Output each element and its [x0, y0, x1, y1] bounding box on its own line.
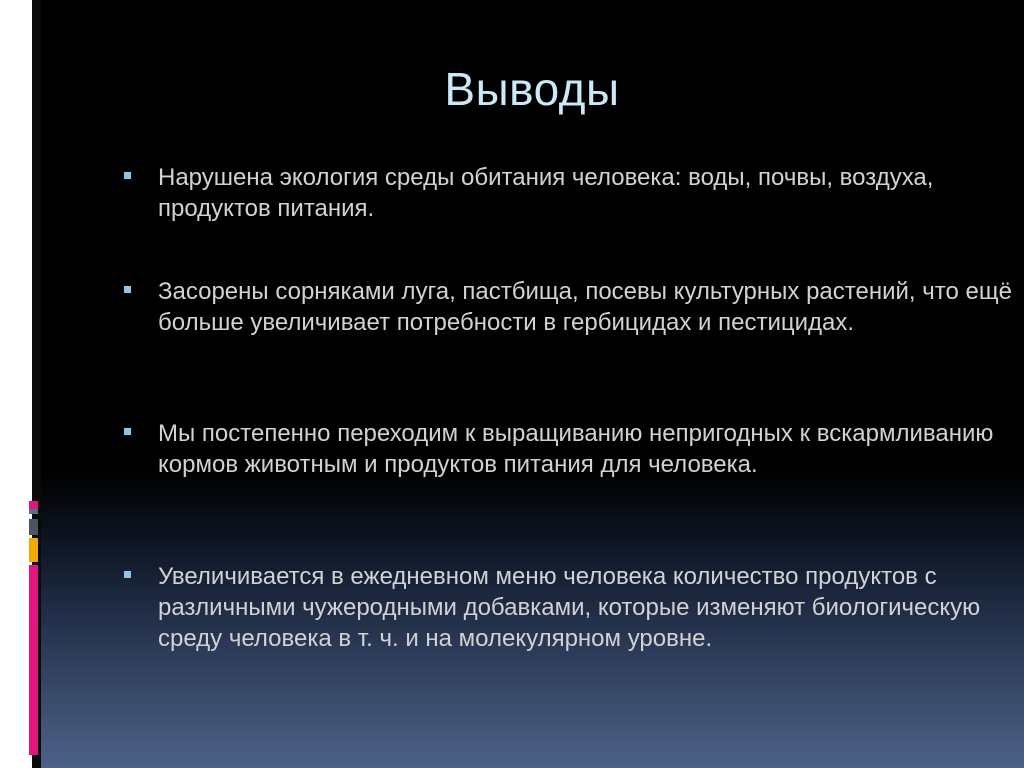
square-bullet-icon [124, 428, 131, 435]
edge-bar-pink-long [29, 565, 38, 755]
square-bullet-icon [124, 286, 131, 293]
bullet-item [120, 418, 1018, 480]
bullet-text: Увеличивается в ежедневном меню человека количество продуктов с различными чужеродными добавками, которые изменяют биологическую среду человека в т. ч. и на молекулярном уровне. [158, 563, 981, 652]
bullet-text: Нарушена экология среды обитания человека: воды, почвы, воздуха, продуктов питания. [158, 164, 934, 222]
slide-title: Выводы [444, 63, 620, 115]
edge-bar-pink-small [29, 501, 38, 509]
bullet-text: Засорены сорняками луга, пастбища, посевы культурных растений, что ещё больше увеличивает потребности в гербицидах и пестицидах. [158, 278, 1012, 336]
square-bullet-icon [124, 571, 131, 578]
edge-bar-grey [29, 519, 38, 535]
edge-bar-orange [29, 538, 38, 562]
bullet-text: Мы постепенно переходим к выращиванию непригодных к вскармливанию кормов животным и продуктов питания для человека. [158, 420, 994, 478]
bullet-item [120, 276, 1018, 338]
bullet-item [120, 162, 1018, 224]
bullet-item [120, 561, 1018, 654]
square-bullet-icon [124, 172, 131, 179]
edge-bar-blue-grey [29, 509, 38, 514]
decorative-edge-bars [27, 0, 41, 768]
